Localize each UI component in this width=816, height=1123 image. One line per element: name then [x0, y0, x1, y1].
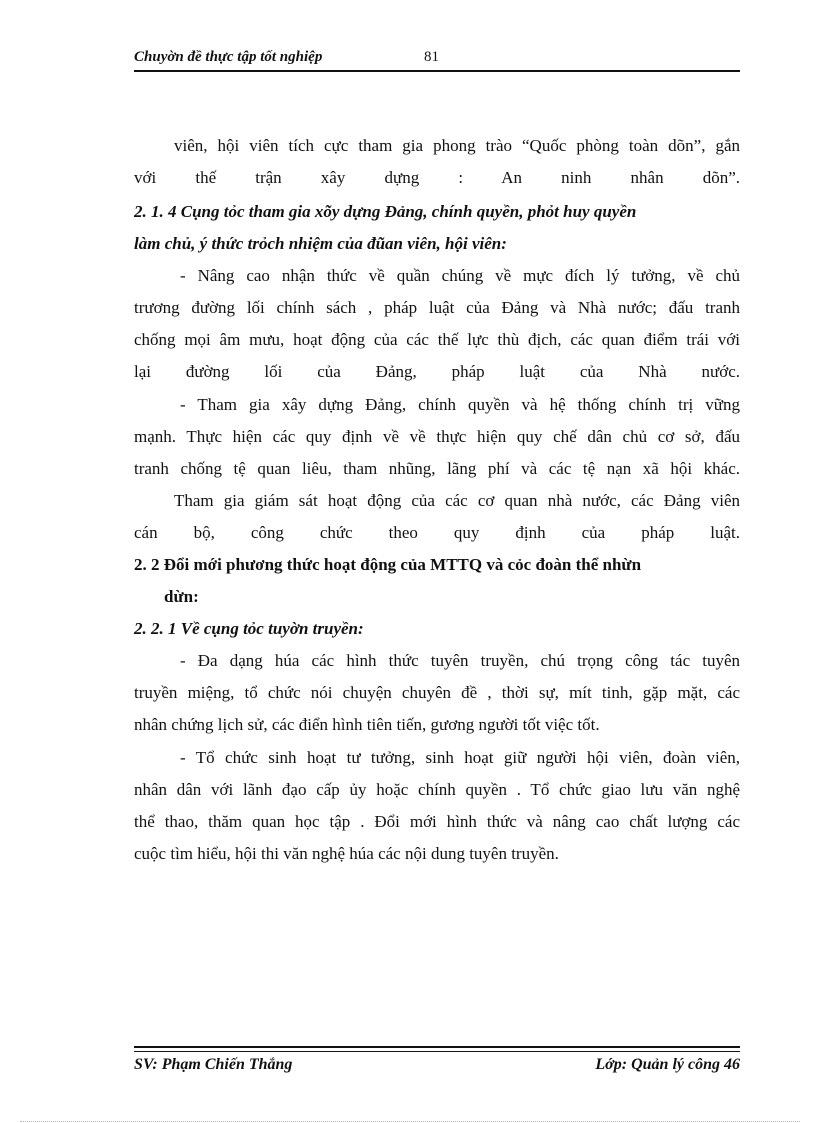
footer-student: SV: Phạm Chiến Thắng	[134, 1056, 293, 1073]
page-edge-divider	[20, 1121, 800, 1122]
paragraph-line: chống mọi âm mưu, hoạt động của các thế lực thù địch, các quan điểm trái với	[134, 330, 740, 349]
paragraph-line: - Tổ chức sinh hoạt tư tưởng, sinh hoạt giữ người hội viên, đoàn viên,	[180, 748, 740, 767]
paragraph-line: Tham gia giám sát hoạt động của các cơ quan nhà nước, các Đảng viên	[174, 491, 740, 510]
paragraph-line: với thế trận xây dựng : An ninh nhân dõn”.	[134, 168, 740, 187]
subsection-heading: 2. 2. 1 Về cụng tỏc tuyờn truyền:	[134, 619, 364, 638]
paragraph-line: thể thao, thăm quan học tập . Đổi mới hình thức và nâng cao chất lượng các	[134, 812, 740, 831]
paragraph-line: lại đường lối của Đảng, pháp luật của Nhà nước.	[134, 362, 740, 381]
section-heading: dừn:	[164, 587, 199, 606]
paragraph-line: viên, hội viên tích cực tham gia phong trào “Quốc phòng toàn dõn”, gắn	[174, 136, 740, 155]
section-heading: 2. 1. 4 Cụng tỏc tham gia xõy dựng Đảng, chính quyền, phỏt huy quyền	[134, 202, 637, 221]
paragraph-line: nhân chứng lịch sử, các điển hình tiên tiến, gương người tốt việc tốt.	[134, 715, 600, 734]
page-header	[134, 46, 740, 74]
paragraph-line: trương đường lối chính sách , pháp luật của Đảng và Nhà nước; đấu tranh	[134, 298, 740, 317]
header-rule	[134, 70, 740, 72]
paragraph-line: nhân dân với lãnh đạo cấp ủy hoặc chính quyền . Tổ chức giao lưu văn nghệ	[134, 780, 740, 799]
page-footer	[134, 1046, 740, 1086]
header-title: Chuyờn đề thực tập tốt nghiệp	[134, 49, 323, 65]
footer-rule	[134, 1046, 740, 1048]
paragraph-line: cán bộ, công chức theo quy định của pháp luật.	[134, 523, 740, 542]
paragraph-line: cuộc tìm hiểu, hội thi văn nghệ húa các nội dung tuyên truyền.	[134, 844, 559, 863]
footer-rule	[134, 1051, 740, 1052]
section-heading: làm chủ, ý thức trỏch nhiệm của đũan viên, hội viên:	[134, 234, 507, 253]
paragraph-line: mạnh. Thực hiện các quy định về về thực hiện quy chế dân chủ cơ sở, đấu	[134, 427, 740, 446]
paragraph-line: truyền miệng, tổ chức nói chuyện chuyên đề , thời sự, mít tinh, gặp mặt, các	[134, 683, 740, 702]
section-heading: 2. 2 Đổi mới phương thức hoạt động của MTTQ và cỏc đoàn thể nhừn	[134, 555, 642, 574]
paragraph-line: - Nâng cao nhận thức về quần chúng về mực đích lý tưởng, về chủ	[180, 266, 740, 285]
paragraph-line: - Tham gia xây dựng Đảng, chính quyền và hệ thống chính trị vững	[180, 395, 740, 414]
footer-class: Lớp: Quản lý công 46	[595, 1056, 740, 1073]
paragraph-line: - Đa dạng húa các hình thức tuyên truyền, chú trọng công tác tuyên	[180, 651, 740, 670]
page-number: 81	[424, 49, 439, 65]
paragraph-line: tranh chống tệ quan liêu, tham nhũng, lãng phí và các tệ nạn xã hội khác.	[134, 459, 740, 478]
